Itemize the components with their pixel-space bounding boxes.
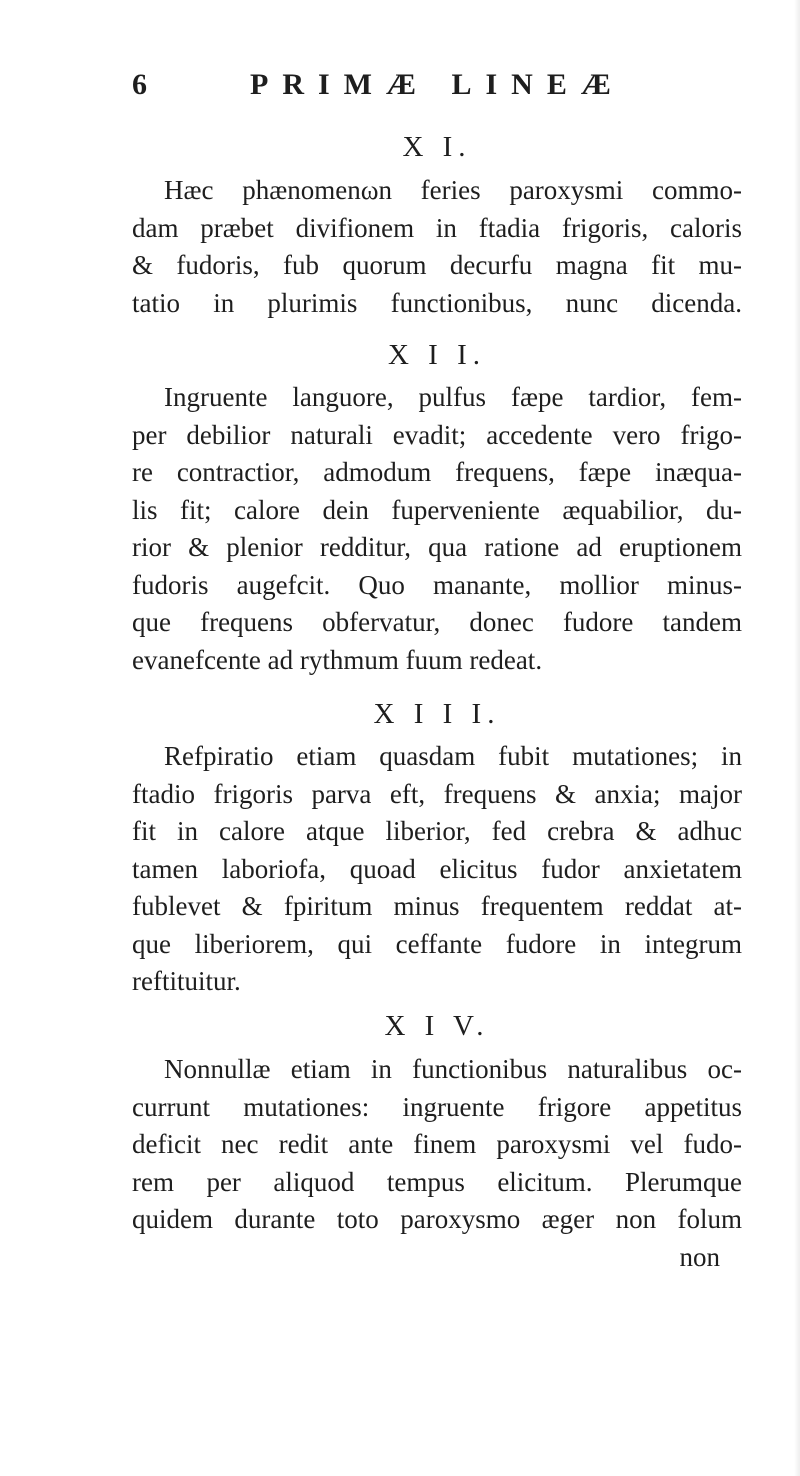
text-line: tamen laboriofa, quoad elicitus fudor anxietatem [132,853,742,884]
section-heading-xiii: X I I I. [373,698,501,730]
paragraph-xii [132,379,742,679]
text-line: fudoris augefcit. Quo manante, mollior minus- [132,569,742,600]
text-line: evanefcente ad rythmum fuum redeat. [132,644,543,675]
page-header [132,68,692,114]
text-line: currunt mutationes: ingruente frigore appetitus [132,1091,742,1122]
text-line: rior & plenior redditur, qua ratione ad eruptionem [132,532,742,562]
text-line: rem per aliquod tempus elicitum. Plerumque [132,1166,742,1197]
text-line: fublevet & fpiritum minus frequentem reddat at- [132,891,742,921]
text-line: reftituitur. [132,966,241,996]
text-line: que liberiorem, qui ceffante fudore in integrum [132,928,742,959]
text-line: Ingruente languore, pulfus fæpe tardior, fem- [164,382,742,412]
text-line: Hæc phænomenωn feries paroxysmi commo- [164,175,742,205]
running-title: PRIMÆ LINEÆ [250,68,625,101]
text-line: & fudoris, fub quorum decurfu magna fit mu- [132,250,742,280]
paragraph-xi [132,172,742,322]
text-line: Refpiratio etiam quasdam fubit mutationes; in [164,741,742,771]
text-line: dam præbet divifionem in ftadia frigoris, caloris [132,212,742,243]
text-line: tatio in plurimis functionibus, nunc dicenda. [132,287,742,318]
paragraph-xiii [132,738,742,1001]
paragraph-xiv [132,1051,742,1276]
text-line: ftadio frigoris parva eft, frequens & anxia; major [132,778,742,809]
catchword: non [679,1241,720,1272]
text-line: re contractior, admodum frequens, fæpe inæqua- [132,457,742,487]
section-heading-xi: X I. [402,131,472,163]
section-heading-xii: X I I. [387,339,486,371]
text-line: que frequens obfervatur, donec fudore tandem [132,607,742,637]
text-line: quidem durante toto paroxysmo æger non folum [132,1204,742,1234]
page-edge-shadow [794,0,800,1476]
text-line: deficit nec redit ante finem paroxysmi vel fudo- [132,1129,742,1159]
text-line: fit in calore atque liberior, fed crebra & adhuc [132,816,742,846]
text-line: Nonnullæ etiam in functionibus naturalibus oc- [164,1054,742,1084]
text-line: per debilior naturali evadit; accedente vero frigo- [132,419,742,450]
page-number: 6 [132,68,147,101]
text-line: lis fit; calore dein fuperveniente æquabilior, du- [132,494,742,525]
section-heading-xiv: X I V. [384,1010,490,1042]
